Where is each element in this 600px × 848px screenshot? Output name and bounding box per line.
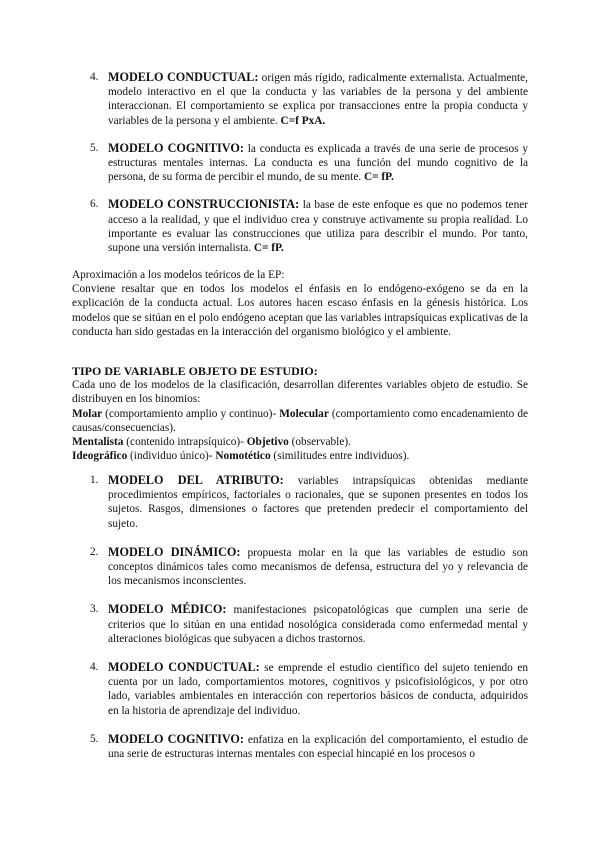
item-title: MODELO CONDUCTUAL: — [108, 660, 260, 675]
binomial-desc: (similitudes entre individuos). — [270, 450, 410, 463]
binomial-term: Molar — [72, 407, 103, 420]
item-number: 4. — [90, 71, 99, 83]
item-text: origen más rígido, radicalmente externalista. Actualmente, modelo interactivo en el que la conducta y las variables de la persona y del ambiente interaccionan. El comportamiento se explica por transacciones entre la propia conducta y variables de la persona y el ambiente. — [108, 72, 528, 127]
item-title: MODELO COGNITIVO: — [108, 731, 244, 746]
binomial-term: Nomotético — [215, 450, 271, 463]
binomial-line — [72, 435, 528, 449]
item-formula: C= fP. — [363, 171, 394, 184]
item-text: se emprende el estudio científico del sujeto teniendo en cuenta por un lado, comportamientos motores, cognitivos y psicofisiológicos, y por otro lado, variables ambientales en interacción con repertorios básicos de conducta, adquiridos en la historia de aprendizaje del individuo. — [108, 662, 528, 717]
item-title: MODELO MÉDICO: — [108, 602, 227, 617]
binomial-term: Molecular — [279, 407, 329, 420]
list-item — [72, 197, 528, 255]
item-number: 4. — [90, 661, 99, 674]
item-number: 2. — [90, 545, 99, 558]
binomial-line — [72, 407, 528, 435]
binomial-term: Objetivo — [246, 436, 289, 449]
variable-section — [72, 364, 528, 463]
list-item — [72, 141, 528, 185]
item-text: la conducta es explicada a través de una serie de procesos y estructuras mentales internas. La conducta es una función del mundo cognitivo de la persona, de su forma de percibir el mundo, de su mente. — [108, 142, 528, 184]
list-item — [72, 602, 528, 646]
approximation-title: Aproximación a los modelos teóricos de la EP: — [72, 269, 285, 281]
binomial-term: Ideográfico — [72, 450, 128, 463]
item-title: MODELO DEL ATRIBUTO: — [108, 473, 284, 487]
item-text: propuesta molar en la que las variables de estudio son conceptos dinámicos tales como mecanismos de defensa, estructura del yo y relevancia de los mecanismos inconscientes. — [108, 546, 528, 588]
item-text: variables intrapsíquicas obtenidas mediante procedimientos empíricos, factoriales o racionales, que se suponen presentes en todos los sujetos. Rasgos, dimensiones o factores que pretenden predecir el comportamiento del sujeto. — [108, 475, 528, 530]
binomial-desc: (observable). — [288, 436, 351, 449]
item-formula: C= fP. — [253, 242, 284, 255]
section-heading: TIPO DE VARIABLE OBJETO DE ESTUDIO: — [72, 364, 318, 378]
binomial-desc: (contenido intrapsíquico)- — [123, 436, 247, 449]
approximation-section — [72, 268, 528, 339]
item-number: 5. — [90, 141, 99, 154]
item-title: MODELO CONDUCTUAL: — [108, 70, 259, 84]
item-text: manifestaciones psicopatológicas que cumplen una serie de criterios que lo sitúan en una entidad nosológica considerada como enfermedad mental y alteraciones biológicas que subyacen a dichos trastornos. — [108, 604, 528, 645]
bottom-model-list — [72, 473, 528, 761]
item-title: MODELO COGNITIVO: — [108, 140, 244, 155]
item-title: MODELO DINÁMICO: — [108, 544, 241, 559]
list-item — [72, 473, 528, 531]
binomial-line — [72, 449, 528, 463]
approximation-body: Conviene resaltar que en todos los modelos el énfasis en lo endógeno-exógeno se da en la explicación de la conducta actual. Los autores hacen escaso énfasis en la génesis histórica. Los modelos que se sitúan en el polo endógeno aceptan que las variables intrapsíquicas explicativas de la conducta han sido gestadas en la interacción del organismo biológico y el ambiente. — [72, 283, 528, 338]
item-text: enfatiza en la explicación del comportamiento, el estudio de una serie de estructuras internas mentales con especial hincapié en los procesos o — [108, 733, 529, 761]
item-number: 3. — [90, 603, 99, 616]
binomial-term: Mentalista — [72, 436, 124, 449]
list-item — [72, 660, 528, 718]
list-item — [72, 70, 528, 128]
item-title: MODELO CONSTRUCCIONISTA: — [108, 197, 300, 212]
list-item — [72, 545, 528, 589]
item-number: 6. — [90, 198, 99, 211]
list-item — [72, 732, 528, 761]
item-formula: C=f PxA. — [280, 114, 326, 127]
binomial-desc: (individuo único)- — [127, 450, 216, 463]
item-text: la base de este enfoque es que no podemos tener acceso a la realidad, y que el individuo crea y construye activamente su propia realidad. Lo importante es evaluar las construcciones que utiliza para describir el mundo. Por tanto, supone una versión internalista. — [108, 199, 528, 255]
item-number: 5. — [90, 732, 99, 745]
item-number: 1. — [90, 474, 99, 486]
binomial-desc: (comportamiento amplio y continuo)- — [102, 407, 280, 420]
binomial-desc: (comportamiento como encadenamiento de causas/consecuencias). — [72, 407, 528, 434]
section-intro: Cada uno de los modelos de la clasificación, desarrollan diferentes variables objeto de estudio. Se distribuyen en los binomios: — [72, 379, 528, 406]
top-model-list — [72, 70, 528, 255]
